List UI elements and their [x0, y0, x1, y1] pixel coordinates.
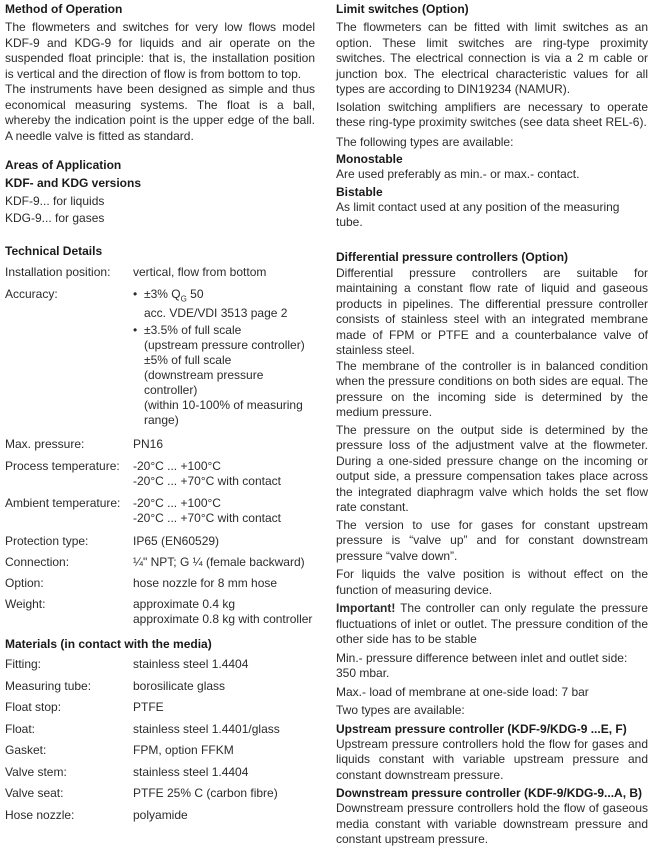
tech-row-option	[5, 576, 315, 591]
method-paragraph-2: The instruments have been designed as simple and thus economical measuring systems. The float is a ball, whereby the indication point is the upper edge of the ball. A needle valve is fitted as standard.	[5, 82, 315, 143]
tech-row-maxp	[5, 437, 315, 452]
materials-row: Fitting: stainless steel 1.4404	[5, 657, 249, 672]
tech-row-weight	[5, 597, 315, 627]
areas-kdg: KDG-9... for gases	[5, 211, 105, 225]
tech-row-protection	[5, 534, 315, 549]
diff-paragraph-7: Max.- load of membrane at one-side load: 7 bar	[336, 684, 589, 699]
monostable-text: Are used preferably as min.- or max.- contact.	[336, 167, 580, 181]
diff-paragraph-5: For liquids the valve position is without effect on the function of measuring device.	[336, 567, 648, 597]
materials-row: Valve seat: PTFE 25% C (carbon fibre)	[5, 786, 278, 801]
bistable-heading: Bistable	[336, 184, 383, 199]
diff-important: Important! The controller can only regulate the pressure fluctuations of inlet or outlet. The pressure condition of the other side has to be stable	[336, 601, 648, 646]
upstream-heading: Upstream pressure controller (KDF-9/KDG-9 ...E, F)	[336, 721, 627, 736]
limit-heading: Limit switches (Option)	[336, 2, 469, 16]
tech-row-connection	[5, 555, 315, 570]
diff-paragraph-1: Differential pressure controllers are suitable for maintaining a constant flow rate of liquid and gaseous products in pipelines. The differential pressure controller consists of stainless steel with an integrated membrane made of FPM or PTFE and a counterbalance valve of stainless steel.	[336, 265, 648, 357]
tech-row-process-temp	[5, 459, 315, 489]
ambient-temp-label: Ambient temperature:	[5, 496, 121, 511]
bullet-icon: •	[133, 323, 138, 338]
accuracy-label: Accuracy:	[5, 287, 58, 301]
diff-paragraph-2: The membrane of the controller is in balanced condition when the pressure conditions on both sides are equal. The pressure on the incoming side is determined by the medium pressure.	[336, 358, 648, 419]
install-value: vertical, flow from bottom	[133, 265, 267, 279]
accuracy-value	[133, 287, 315, 428]
protection-label: Protection type:	[5, 534, 89, 549]
weight-value: approximate 0.4 kg approximate 0.8 kg with controller	[133, 597, 313, 627]
bullet-icon: •	[133, 287, 138, 301]
protection-value: IP65 (EN60529)	[133, 534, 220, 549]
upstream-text: Upstream pressure controllers hold the flow for gases and liquids constant with variable upstream pressure and constant downstream pressure.	[336, 736, 648, 782]
materials-row: Hose nozzle: polyamide	[5, 807, 188, 822]
limit-paragraph-1: The flowmeters can be fitted with limit switches as an option. These limit switches are ring-type proximity switches. The electrical connection is via a 2 m cable or junction box. The electrical characteristic values for all types are according to DIN19234 (NAMUR).	[336, 20, 648, 96]
option-value: hose nozzle for 8 mm hose	[133, 576, 278, 591]
process-temp-value: -20°C ... +100°C -20°C ... +70°C with contact	[133, 459, 281, 489]
limit-paragraph-3: The following types are available:	[336, 134, 514, 149]
option-label: Option:	[5, 576, 44, 591]
right-column	[336, 0, 648, 848]
limit-paragraph-2: Isolation switching amplifiers are necessary to operate these ring-type proximity switches (see data sheet REL-6).	[336, 99, 648, 129]
ambient-temp-value: -20°C ... +100°C -20°C ... +70°C with contact	[133, 496, 281, 526]
maxp-label: Max. pressure:	[5, 437, 85, 452]
weight-label: Weight:	[5, 597, 46, 612]
materials-row: Gasket: FPM, option FFKM	[5, 743, 234, 758]
diff-paragraph-4: The version to use for gases for constant upstream pressure is “valve up” and for constant downstream pressure “valve down”.	[336, 517, 648, 563]
materials-row: Float stop: PTFE	[5, 700, 164, 715]
diff-heading: Differential pressure controllers (Option)	[336, 249, 569, 264]
materials-row: Valve stem: stainless steel 1.4404	[5, 764, 249, 779]
tech-row-ambient-temp	[5, 496, 315, 526]
process-temp-label: Process temperature:	[5, 459, 120, 474]
downstream-text: Downstream pressure controllers hold the flow of gaseous media constant with variable downstream pressure and constant upstream pressure.	[336, 801, 648, 846]
diff-paragraph-3: The pressure on the output side is determined by the pressure loss of the adjustment valve at the flowmeter. During a one-sided pressure change on the incoming or output side, a pressure compensation takes place across the integrated diaphragm valve which holds the set flow rate constant.	[336, 422, 648, 514]
install-label: Installation position:	[5, 265, 111, 279]
connection-value: ¼" NPT; G ¼ (female backward)	[133, 555, 305, 570]
method-heading: Method of Operation	[5, 2, 123, 16]
areas-kdf: KDF-9... for liquids	[5, 194, 105, 208]
materials-list	[5, 657, 315, 829]
materials-row: Measuring tube: borosilicate glass	[5, 678, 226, 693]
tech-row-accuracy	[5, 287, 315, 428]
tech-heading: Technical Details	[5, 244, 103, 258]
tech-row-install	[5, 265, 315, 280]
diff-paragraph-8: Two types are available:	[336, 703, 465, 717]
materials-heading: Materials (in contact with the media)	[5, 637, 212, 652]
accuracy-bullet-2: • ±3.5% of full scale (upstream pressure controller) ±5% of full scale (downstream pressure controller) (within 10-100% of measuring range)	[133, 323, 305, 428]
method-paragraph-1: The flowmeters and switches for very low flows model KDF-9 and KDG-9 for liquids and air operate on the suspended float principle: that is, the installation position is vertical and the direction of flow is from bottom to top.	[5, 20, 315, 81]
monostable-heading: Monostable	[336, 152, 403, 166]
diff-paragraph-6: Min.- pressure difference between inlet and outlet side: 350 mbar.	[336, 650, 628, 680]
accuracy-bullet-1: • ±3% $Q_G$ 50 acc. VDE/VDI 3513 page 2	[133, 287, 288, 321]
materials-row: Float: stainless steel 1.4401/glass	[5, 721, 280, 736]
areas-heading: Areas of Application	[5, 158, 122, 172]
areas-subheading: KDF- and KDG versions	[5, 176, 142, 190]
downstream-heading: Downstream pressure controller (KDF-9/KDG-9...A, B)	[336, 786, 643, 800]
maxp-value: PN16	[133, 437, 164, 452]
left-column	[5, 0, 315, 829]
connection-label: Connection:	[5, 555, 70, 570]
bistable-text: As limit contact used at any position of the measuring tube.	[336, 199, 620, 229]
